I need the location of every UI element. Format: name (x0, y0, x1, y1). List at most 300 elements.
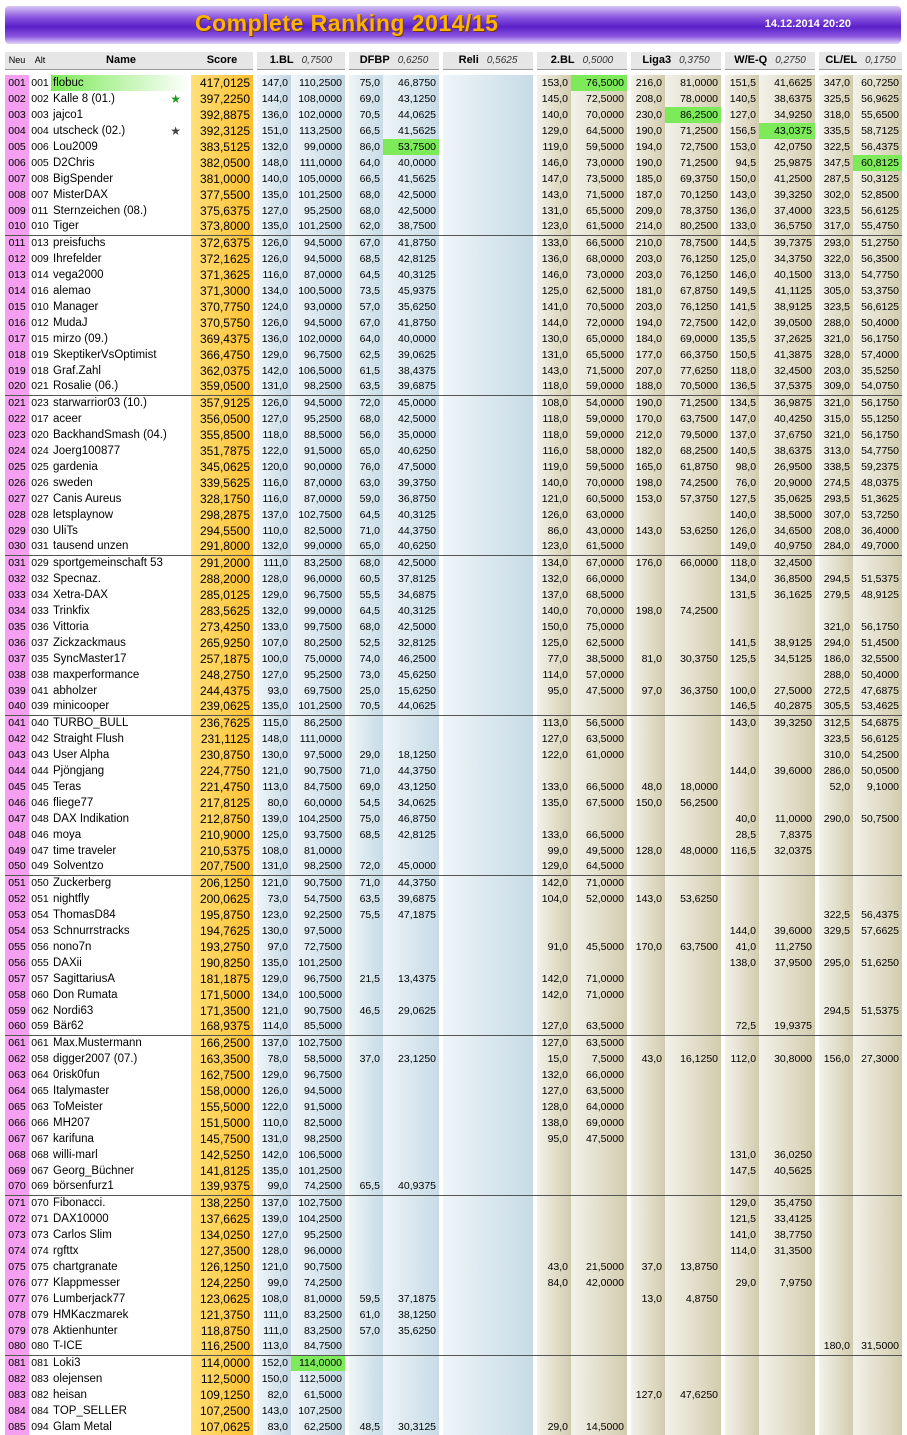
points-cell: 62,0 (349, 219, 383, 235)
score-total: 123,0625 (191, 1291, 253, 1307)
table-row (5, 411, 902, 427)
points-cell: 86,0 (349, 139, 383, 155)
player-name (51, 1243, 191, 1259)
points-cell (819, 1115, 853, 1131)
player-name-text: time traveler (53, 844, 117, 857)
points-cell: 128,0 (257, 571, 291, 587)
weighted-cell: 40,0000 (383, 331, 439, 347)
points-cell: 313,0 (819, 267, 853, 283)
points-cell (349, 1275, 383, 1291)
player-name (51, 827, 191, 843)
points-cell: 138,0 (537, 1115, 571, 1131)
points-cell: 135,0 (537, 795, 571, 811)
weighted-cell: 98,2500 (291, 1131, 345, 1147)
points-cell (349, 715, 383, 731)
player-name-text: ToMeister (53, 1100, 103, 1113)
points-cell: 118,0 (257, 427, 291, 443)
weighted-cell: 41,1125 (759, 283, 815, 299)
points-cell (725, 875, 759, 891)
score-total: 109,1250 (191, 1387, 253, 1403)
weighted-cell: 75,0000 (571, 619, 627, 635)
score-total: 370,5750 (191, 315, 253, 331)
points-cell (725, 1403, 759, 1419)
score-total: 221,4750 (191, 779, 253, 795)
rank-old: 012 (29, 315, 51, 331)
weighted-cell: 7,8375 (759, 827, 815, 843)
points-cell: 73,5 (349, 283, 383, 299)
weighted-cell: 38,9125 (759, 635, 815, 651)
player-name (51, 1211, 191, 1227)
weighted-cell (571, 1323, 627, 1339)
weighted-cell (665, 859, 721, 875)
points-cell: 91,0 (537, 939, 571, 955)
points-cell (819, 875, 853, 891)
weighted-cell: 81,0000 (665, 75, 721, 91)
weighted-cell (665, 731, 721, 747)
player-name-text: Rosalie (06.) (53, 380, 119, 393)
weighted-cell: 65,0000 (571, 331, 627, 347)
weighted-cell: 83,2500 (291, 1307, 345, 1323)
weighted-cell (665, 1019, 721, 1035)
points-cell: 148,0 (257, 155, 291, 171)
table-row (5, 1387, 902, 1403)
player-name-text: preisfuchs (53, 236, 106, 249)
weighted-cell: 50,4000 (853, 315, 902, 331)
header-neu: Neu (5, 52, 29, 69)
player-name-text: utscheck (02.) (53, 124, 126, 137)
player-name (51, 1019, 191, 1035)
table-row (5, 715, 902, 731)
points-cell (631, 1003, 665, 1019)
weighted-cell: 72,7500 (291, 939, 345, 955)
weighted-cell (665, 1099, 721, 1115)
rank-old: 077 (29, 1275, 51, 1291)
points-cell: 72,0 (349, 395, 383, 411)
weighted-cell: 99,7500 (291, 619, 345, 635)
weighted-cell: 59,0000 (571, 411, 627, 427)
points-cell: 194,0 (631, 139, 665, 155)
score-total: 298,2875 (191, 507, 253, 523)
rank-new: 009 (5, 203, 29, 219)
reli-cell (443, 219, 533, 235)
points-cell: 40,0 (725, 811, 759, 827)
weighted-cell: 38,6375 (759, 443, 815, 459)
points-cell: 156,5 (725, 123, 759, 139)
player-name (51, 1115, 191, 1131)
weighted-cell: 37,1875 (383, 1291, 439, 1307)
weighted-cell: 40,3125 (383, 507, 439, 523)
weighted-cell: 37,8125 (383, 571, 439, 587)
weighted-cell (383, 1211, 439, 1227)
points-cell (537, 955, 571, 971)
weighted-cell (853, 1355, 902, 1371)
weighted-cell (853, 1419, 902, 1435)
points-cell: 131,5 (725, 587, 759, 603)
weighted-cell: 9,1000 (853, 779, 902, 795)
score-total: 371,3000 (191, 283, 253, 299)
table-row (5, 1275, 902, 1291)
points-cell: 198,0 (631, 475, 665, 491)
weighted-cell: 65,5000 (571, 203, 627, 219)
player-name (51, 75, 191, 91)
player-name (51, 1419, 191, 1435)
rank-old: 081 (29, 1355, 51, 1371)
weighted-cell: 61,0000 (571, 747, 627, 763)
weighted-cell: 91,5000 (291, 1099, 345, 1115)
reli-cell (443, 1019, 533, 1035)
points-cell: 59,5 (349, 1291, 383, 1307)
points-cell (725, 1371, 759, 1387)
weighted-cell (665, 1339, 721, 1355)
rank-new: 082 (5, 1371, 29, 1387)
points-cell: 41,0 (725, 939, 759, 955)
player-name-text: Italymaster (53, 1084, 110, 1097)
reli-cell (443, 1227, 533, 1243)
points-cell: 82,0 (257, 1387, 291, 1403)
weighted-cell: 57,3750 (665, 491, 721, 507)
weighted-cell: 102,0000 (291, 331, 345, 347)
weighted-cell: 39,0500 (759, 315, 815, 331)
weighted-cell: 7,9750 (759, 1275, 815, 1291)
rank-new: 043 (5, 747, 29, 763)
rank-new: 080 (5, 1339, 29, 1355)
weighted-cell: 73,0000 (571, 267, 627, 283)
points-cell: 141,5 (725, 635, 759, 651)
points-cell: 147,0 (537, 171, 571, 187)
reli-cell (443, 603, 533, 619)
table-row (5, 107, 902, 123)
player-name (51, 619, 191, 635)
rank-new: 050 (5, 859, 29, 875)
points-cell: 78,0 (257, 1051, 291, 1067)
points-cell (537, 1291, 571, 1307)
player-name-text: Schnurrstracks (53, 924, 130, 937)
weighted-cell: 35,4750 (759, 1195, 815, 1211)
player-name (51, 315, 191, 331)
weighted-cell (665, 1211, 721, 1227)
weighted-cell: 43,0000 (571, 523, 627, 539)
weighted-cell (853, 1259, 902, 1275)
rank-old: 074 (29, 1243, 51, 1259)
weighted-cell: 96,0000 (291, 571, 345, 587)
weighted-cell (759, 1403, 815, 1419)
points-cell: 150,0 (257, 1371, 291, 1387)
points-cell (631, 1163, 665, 1179)
points-cell (537, 1163, 571, 1179)
reli-cell (443, 987, 533, 1003)
points-cell: 329,5 (819, 923, 853, 939)
table-row (5, 507, 902, 523)
points-cell: 97,0 (257, 939, 291, 955)
weighted-cell: 55,4750 (853, 219, 902, 235)
weighted-cell: 67,5000 (571, 795, 627, 811)
points-cell: 73,0 (349, 667, 383, 683)
weighted-cell (665, 1115, 721, 1131)
weighted-cell (853, 603, 902, 619)
rank-old: 057 (29, 971, 51, 987)
weighted-cell: 40,9375 (383, 1179, 439, 1195)
weighted-cell: 86,2500 (291, 715, 345, 731)
table-row (5, 827, 902, 843)
table-row (5, 1179, 902, 1195)
points-cell (725, 619, 759, 635)
rank-old: 002 (29, 91, 51, 107)
weighted-cell (383, 715, 439, 731)
weighted-cell (853, 1371, 902, 1387)
rank-new: 058 (5, 987, 29, 1003)
table-row (5, 1211, 902, 1227)
points-cell (537, 1387, 571, 1403)
table-row (5, 843, 902, 859)
points-cell: 125,5 (725, 651, 759, 667)
rank-new: 035 (5, 619, 29, 635)
weighted-cell: 40,3125 (383, 267, 439, 283)
table-row (5, 315, 902, 331)
rank-old: 084 (29, 1403, 51, 1419)
points-cell: 146,5 (725, 699, 759, 715)
rank-old: 083 (29, 1371, 51, 1387)
points-cell: 347,0 (819, 75, 853, 91)
player-name-text: Bär62 (53, 1020, 84, 1033)
points-cell: 86,0 (537, 523, 571, 539)
weighted-cell: 87,0000 (291, 267, 345, 283)
points-cell (631, 1099, 665, 1115)
weighted-cell: 95,2500 (291, 203, 345, 219)
weighted-cell: 80,2500 (665, 219, 721, 235)
weighted-cell: 101,2500 (291, 219, 345, 235)
weighted-cell: 93,0000 (291, 299, 345, 315)
points-cell: 134,0 (725, 571, 759, 587)
weighted-cell: 90,7500 (291, 1003, 345, 1019)
player-name (51, 331, 191, 347)
weighted-cell: 36,8500 (759, 571, 815, 587)
weighted-cell: 106,5000 (291, 1147, 345, 1163)
reli-cell (443, 715, 533, 731)
reli-cell (443, 1259, 533, 1275)
points-cell: 328,0 (819, 347, 853, 363)
weighted-cell: 42,0000 (571, 1275, 627, 1291)
rank-old: 060 (29, 987, 51, 1003)
table-row (5, 955, 902, 971)
score-total: 366,4750 (191, 347, 253, 363)
player-name-text: Teras (53, 780, 82, 793)
points-cell: 310,0 (819, 747, 853, 763)
rank-old: 026 (29, 475, 51, 491)
score-total: 355,8500 (191, 427, 253, 443)
points-cell: 28,5 (725, 827, 759, 843)
header-col-2bl: 2.BL 0,5000 (537, 52, 627, 69)
weighted-cell: 94,5000 (291, 251, 345, 267)
points-cell: 67,0 (349, 235, 383, 251)
points-cell: 141,0 (725, 1227, 759, 1243)
points-cell: 63,5 (349, 891, 383, 907)
reli-cell (443, 379, 533, 395)
table-row (5, 1371, 902, 1387)
player-name (51, 443, 191, 459)
player-name (51, 459, 191, 475)
points-cell (631, 1323, 665, 1339)
points-cell (349, 1195, 383, 1211)
weighted-cell (571, 1355, 627, 1371)
score-total: 171,5000 (191, 987, 253, 1003)
player-name-text: TURBO_BULL (53, 716, 129, 729)
weighted-cell: 20,9000 (759, 475, 815, 491)
points-cell: 122,0 (257, 443, 291, 459)
player-name (51, 1259, 191, 1275)
player-name-text: Zickzackmaus (53, 636, 126, 649)
weighted-cell: 73,0000 (571, 155, 627, 171)
weighted-cell (759, 795, 815, 811)
weighted-cell: 76,1250 (665, 267, 721, 283)
points-cell: 143,0 (631, 891, 665, 907)
score-total: 212,8750 (191, 811, 253, 827)
points-cell: 130,0 (257, 747, 291, 763)
weighted-cell (665, 907, 721, 923)
table-row (5, 971, 902, 987)
reli-cell (443, 699, 533, 715)
player-name (51, 1051, 191, 1067)
player-name (51, 283, 191, 299)
points-cell: 130,0 (537, 331, 571, 347)
points-cell: 287,5 (819, 171, 853, 187)
weighted-cell: 40,0000 (383, 155, 439, 171)
header-col-weq: W/E-Q 0,2750 (725, 52, 815, 69)
weighted-cell (853, 827, 902, 843)
weighted-cell: 69,3750 (665, 171, 721, 187)
rank-old: 036 (29, 619, 51, 635)
score-total: 392,8875 (191, 107, 253, 123)
player-name (51, 811, 191, 827)
rank-new: 038 (5, 667, 29, 683)
player-name (51, 299, 191, 315)
rank-old: 006 (29, 139, 51, 155)
table-row (5, 139, 902, 155)
reli-cell (443, 123, 533, 139)
points-cell: 135,5 (725, 331, 759, 347)
points-cell: 68,0 (349, 619, 383, 635)
points-cell (819, 939, 853, 955)
points-cell (349, 1067, 383, 1083)
points-cell: 135,0 (257, 1163, 291, 1179)
weighted-cell: 41,8750 (383, 235, 439, 251)
score-total: 417,0125 (191, 75, 253, 91)
weighted-cell (853, 1083, 902, 1099)
player-name (51, 427, 191, 443)
points-cell: 126,0 (537, 507, 571, 523)
weighted-cell: 40,5625 (759, 1163, 815, 1179)
points-cell: 72,0 (349, 859, 383, 875)
points-cell: 151,0 (257, 123, 291, 139)
reli-cell (443, 267, 533, 283)
reli-cell (443, 91, 533, 107)
points-cell: 134,0 (257, 283, 291, 299)
header-row (5, 52, 902, 69)
points-cell: 144,0 (725, 923, 759, 939)
weighted-cell: 61,8750 (665, 459, 721, 475)
rank-old: 078 (29, 1323, 51, 1339)
points-cell (725, 1419, 759, 1435)
weighted-cell: 56,4375 (853, 907, 902, 923)
points-cell (349, 1083, 383, 1099)
points-cell: 122,0 (257, 1099, 291, 1115)
weighted-cell: 84,7500 (291, 779, 345, 795)
rank-new: 042 (5, 731, 29, 747)
weighted-cell: 56,1750 (853, 331, 902, 347)
weighted-cell (759, 907, 815, 923)
weighted-cell: 40,6250 (383, 443, 439, 459)
weighted-cell: 60,8125 (853, 155, 902, 171)
points-cell: 37,0 (631, 1259, 665, 1275)
weighted-cell: 70,0000 (571, 107, 627, 123)
table-row (5, 619, 902, 635)
weighted-cell: 84,7500 (291, 1339, 345, 1355)
points-cell (631, 1339, 665, 1355)
points-cell (631, 1211, 665, 1227)
points-cell: 134,5 (725, 395, 759, 411)
table-row (5, 1307, 902, 1323)
weighted-cell (665, 827, 721, 843)
weighted-cell (853, 987, 902, 1003)
reli-cell (443, 571, 533, 587)
points-cell: 100,0 (257, 651, 291, 667)
weighted-cell: 14,5000 (571, 1419, 627, 1435)
weighted-cell: 102,0000 (291, 107, 345, 123)
weighted-cell: 32,4500 (759, 555, 815, 571)
table-row (5, 731, 902, 747)
rank-new: 031 (5, 555, 29, 571)
rank-old: 001 (29, 75, 51, 91)
player-name-text: HMKaczmarek (53, 1308, 129, 1321)
weighted-cell: 36,5750 (759, 219, 815, 235)
weighted-cell (665, 507, 721, 523)
weighted-cell: 39,6875 (383, 379, 439, 395)
points-cell: 112,0 (725, 1051, 759, 1067)
reli-cell (443, 923, 533, 939)
points-cell: 139,0 (257, 811, 291, 827)
points-cell: 74,0 (349, 651, 383, 667)
weighted-cell (383, 1131, 439, 1147)
points-cell: 153,0 (537, 75, 571, 91)
points-cell (349, 1243, 383, 1259)
points-cell: 111,0 (257, 555, 291, 571)
rank-old: 082 (29, 1387, 51, 1403)
weighted-cell (571, 1291, 627, 1307)
points-cell (631, 1083, 665, 1099)
points-cell: 142,0 (257, 363, 291, 379)
table-row (5, 923, 902, 939)
weighted-cell: 43,1250 (383, 91, 439, 107)
score-total: 171,3500 (191, 1003, 253, 1019)
weighted-cell: 71,0000 (571, 971, 627, 987)
rank-new: 063 (5, 1067, 29, 1083)
weighted-cell: 45,6250 (383, 667, 439, 683)
weighted-cell: 88,5000 (291, 427, 345, 443)
points-cell: 182,0 (631, 443, 665, 459)
reli-cell (443, 875, 533, 891)
player-name (51, 1067, 191, 1083)
weighted-cell (853, 555, 902, 571)
weighted-cell: 83,2500 (291, 1323, 345, 1339)
player-name-text: letsplaynow (53, 508, 114, 521)
points-cell: 118,0 (537, 411, 571, 427)
rank-old: 070 (29, 1195, 51, 1211)
weighted-cell: 65,5000 (571, 347, 627, 363)
points-cell: 203,0 (819, 363, 853, 379)
weighted-cell: 92,2500 (291, 907, 345, 923)
points-cell: 60,5 (349, 571, 383, 587)
points-cell (537, 811, 571, 827)
rank-old: 073 (29, 1227, 51, 1243)
